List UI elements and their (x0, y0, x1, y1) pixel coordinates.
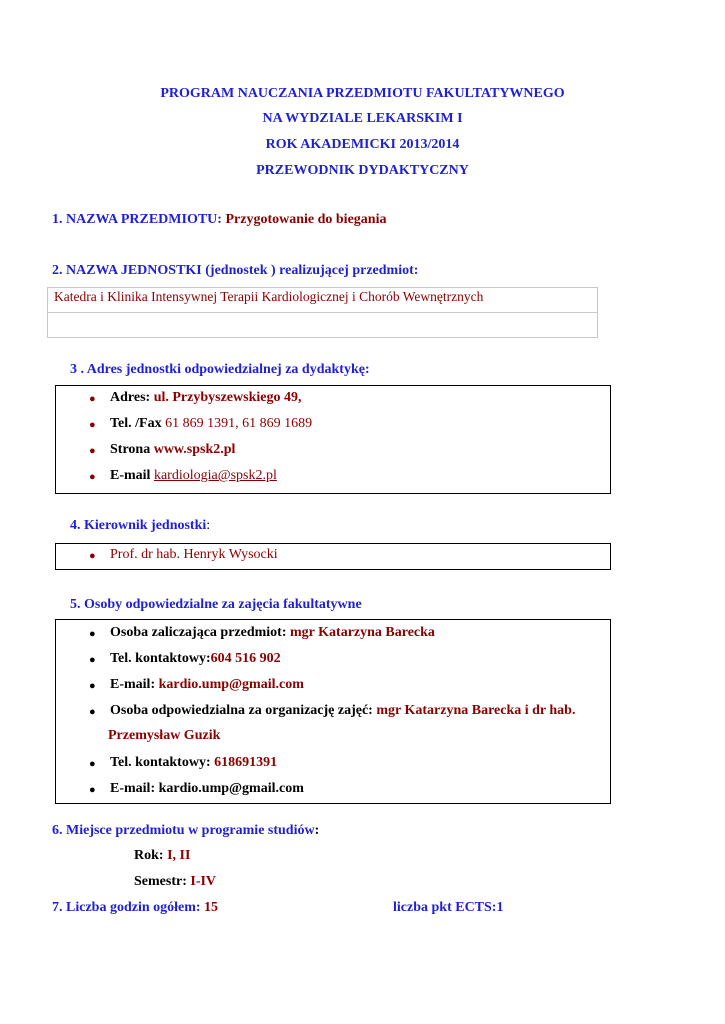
section-6-label: 6. Miejsce przedmiotu w programie studiów (52, 823, 315, 838)
head-of-unit-box (55, 543, 611, 570)
bullet: ● (89, 445, 96, 457)
email-item: E-mail kardiologia@spsk2.pl (110, 468, 277, 483)
examiner-item: Osoba zaliczająca przedmiot: mgr Katarzyna Barecka (110, 625, 435, 640)
header-line-3: ROK AKADEMICKI 2013/2014 (265, 137, 460, 152)
organizer-item: Osoba odpowiedzialna za organizację zajęć: mgr Katarzyna Barecka i dr hab. (110, 703, 576, 718)
section-7-label: 7. Liczba godzin ogółem: (52, 900, 201, 915)
unit-table-divider (48, 312, 597, 313)
bullet: ● (89, 471, 96, 483)
total-hours: 15 (204, 900, 219, 915)
contact-email-item: E-mail: kardio.ump@gmail.com (110, 677, 304, 692)
year-row: Rok: I, II (134, 848, 191, 863)
bullet: ● (89, 784, 96, 796)
ects-points: liczba pkt ECTS:1 (393, 900, 504, 915)
bullet: ● (89, 393, 96, 405)
bullet: ● (89, 758, 96, 770)
website-item: Strona www.spsk2.pl (110, 442, 236, 457)
section-1-label: 1. NAZWA PRZEDMIOTU: (52, 212, 222, 227)
organizer-email-item: E-mail: kardio.ump@gmail.com (110, 781, 304, 796)
header-line-1: PROGRAM NAUCZANIA PRZEDMIOTU FAKULTATYWNEGO (160, 86, 565, 101)
section-2-label: 2. NAZWA JEDNOSTKI (jednostek ) realizującej przedmiot: (52, 263, 419, 278)
responsible-persons-box (55, 619, 611, 804)
unit-name: Katedra i Klinika Intensywnej Terapii Kardiologicznej i Chorób Wewnętrznych (54, 289, 484, 304)
header-line-2: NA WYDZIALE LEKARSKIM I (262, 111, 463, 126)
phone-fax-item: Tel. /Fax 61 869 1391, 61 869 1689 (110, 416, 313, 431)
section-1 (52, 212, 386, 228)
section-6-heading: 6. Miejsce przedmiotu w programie studiów: (52, 823, 320, 838)
course-name: Przygotowanie do biegania (225, 212, 387, 227)
organizer-phone-item: Tel. kontaktowy: 618691391 (110, 755, 278, 770)
section-4-heading: 4. Kierownik jednostki: (70, 518, 211, 533)
head-of-unit-name: Prof. dr hab. Henryk Wysocki (110, 547, 278, 562)
section-7-hours (52, 900, 218, 916)
section-5-label: 5. Osoby odpowiedzialne za zajęcia fakultatywne (70, 597, 362, 612)
email-link[interactable]: kardiologia@spsk2.pl (153, 468, 277, 483)
bullet: ● (89, 654, 96, 666)
address-item: Adres: ul. Przybyszewskiego 49, (110, 390, 302, 405)
semester-row: Semestr: I-IV (134, 874, 217, 889)
header-line-4: PRZEWODNIK DYDAKTYCZNY (256, 163, 469, 178)
bullet: ● (89, 419, 96, 431)
website-link[interactable]: www.spsk2.pl (153, 442, 236, 457)
address-box (55, 385, 611, 494)
bullet: ● (89, 628, 96, 640)
organizer-item-continuation: Przemysław Guzik (108, 728, 221, 743)
unit-table (47, 287, 598, 338)
contact-phone-item: Tel. kontaktowy:604 516 902 (110, 651, 281, 666)
bullet: ● (89, 680, 96, 692)
bullet: ● (89, 706, 96, 718)
bullet: ● (89, 550, 96, 562)
section-3-label: 3 . Adres jednostki odpowiedzialnej za dydaktykę: (70, 362, 370, 377)
section-4-label: 4. Kierownik jednostki (70, 518, 207, 533)
